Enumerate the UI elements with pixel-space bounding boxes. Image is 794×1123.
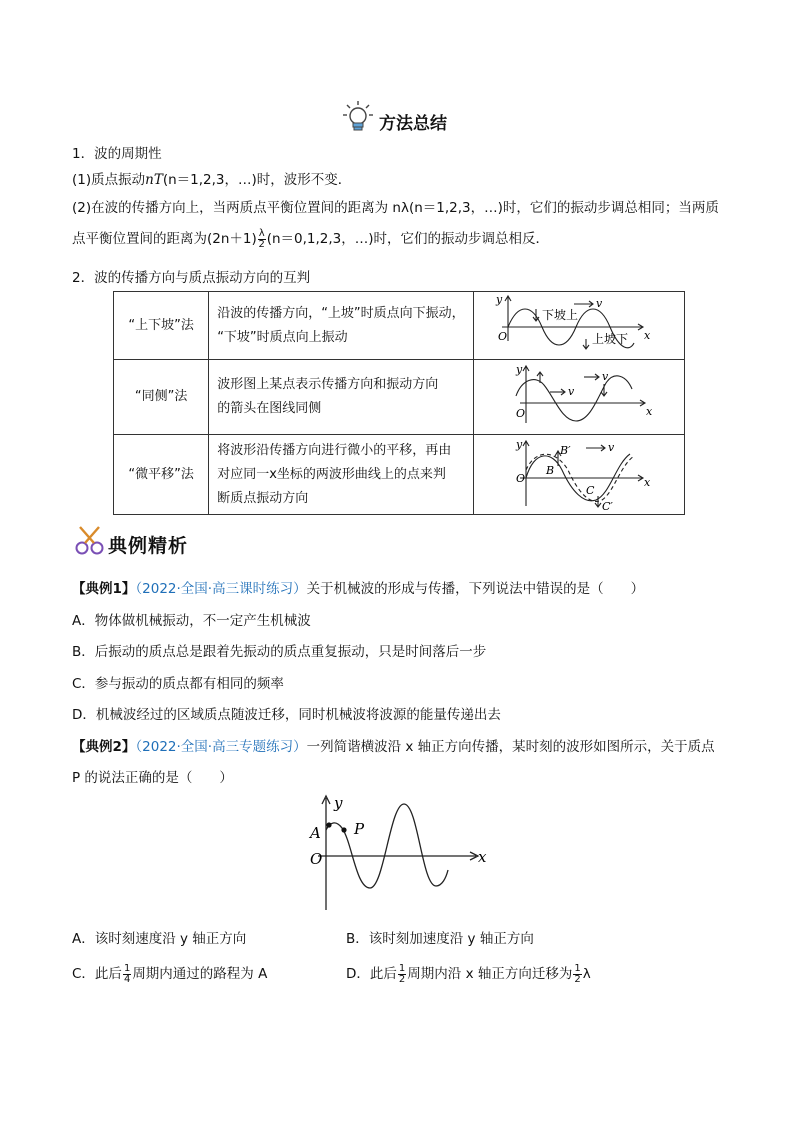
same-side-method-figure: [473, 360, 684, 435]
example1-question: 【典例1】（2022·全国·高三课时练习）关于机械波的形成与传播，下列说法中错误的是（ ）: [72, 581, 645, 597]
method-name: “上下坡”法: [114, 292, 209, 360]
point-b-prime-label: B′: [559, 443, 571, 457]
table-row: [114, 292, 685, 360]
uphill-label: 上坡下: [591, 331, 628, 346]
example2-option-a: A．该时刻速度沿 y 轴正方向: [72, 931, 247, 947]
x-axis-label: x: [643, 328, 651, 342]
origin-label: O: [497, 329, 508, 343]
direction-heading: 2．波的传播方向与质点振动方向的互判: [72, 270, 311, 286]
method-desc: 波形图上某点表示传播方向和振动方向 的箭头在图线同侧: [209, 360, 474, 435]
methods-table: [113, 291, 685, 515]
point-p-label: P: [354, 820, 365, 838]
example2-question-line1: 【典例2】（2022·全国·高三专题练习）一列简谐横波沿 x 轴正方向传播，某时刻的波形如图所示，关于质点: [72, 739, 715, 755]
example1-option-c: C．参与振动的质点都有相同的频率: [72, 676, 284, 692]
velocity-label: v: [607, 440, 615, 454]
point-c-label: C: [585, 483, 595, 497]
origin-label: O: [310, 850, 323, 868]
point-a-marker: [326, 822, 331, 827]
lightbulb-icon: [340, 99, 376, 135]
method-name: “同侧”法: [114, 360, 209, 435]
example1-option-a: A．物体做机械振动，不一定产生机械波: [72, 613, 311, 629]
scissors-icon: [73, 524, 107, 556]
method-desc: 将波形沿传播方向进行微小的平移，再由 对应同一x坐标的两波形曲线上的点来判 断质点振动方向: [209, 435, 474, 515]
method-name: “微平移”法: [114, 435, 209, 515]
examples-title: 典例精析: [108, 535, 189, 557]
point-p-marker: [341, 827, 346, 832]
velocity-label: v: [601, 369, 609, 383]
periodicity-line1: (1)质点振动nT(n＝1,2,3，…)时，波形不变．: [72, 172, 352, 188]
example2-option-b: B．该时刻加速度沿 y 轴正方向: [346, 931, 534, 947]
x-axis-label: x: [643, 475, 651, 489]
periodicity-line3: 点平衡位置间的距离为(2n＋1) $\frac{\lambda}{2}$ (n＝0,1,2,3，…)时，它们的振动步调总相反．: [72, 227, 550, 250]
y-axis-label: y: [334, 794, 343, 812]
wave-figure: [300, 792, 500, 914]
periodicity-line2: (2)在波的传播方向上，当两质点平衡位置间的距离为 nλ(n＝1,2,3，…)时，它们的振动步调总相同；当两质: [72, 200, 719, 216]
point-a-label: A: [310, 824, 321, 842]
small-shift-method-figure: [473, 435, 684, 515]
method-desc: 沿波的传播方向，“上坡”时质点向下振动， “下坡”时质点向上振动: [209, 292, 474, 360]
example2-option-c: C．此后 $\frac{1}{4}$ 周期内通过的路程为 A: [72, 962, 268, 985]
velocity-label: v: [567, 384, 575, 398]
example1-option-d: D．机械波经过的区域质点随波迁移，同时机械波将波源的能量传递出去: [72, 707, 501, 723]
downhill-label: 下坡上: [541, 307, 578, 322]
x-axis-label: x: [645, 404, 653, 418]
point-c-prime-label: C′: [601, 499, 613, 513]
example1-option-b: B．后振动的质点总是跟着先振动的质点重复振动，只是时间落后一步: [72, 644, 487, 660]
summary-title: 方法总结: [379, 114, 447, 134]
slope-method-figure: [473, 292, 684, 360]
y-axis-label: y: [515, 437, 523, 451]
y-axis-label: y: [495, 292, 503, 306]
velocity-label: v: [595, 296, 603, 310]
periodicity-heading: 1．波的周期性: [72, 146, 162, 162]
example2-question-line2: P 的说法正确的是（ ）: [72, 770, 233, 786]
table-row: [114, 435, 685, 515]
example2-option-d: D．此后 $\frac{1}{2}$ 周期内沿 x 轴正方向迁移为 $\frac{1}{2}$ λ: [346, 962, 591, 985]
origin-label: O: [515, 471, 526, 485]
x-axis-label: x: [478, 848, 487, 866]
y-axis-label: y: [515, 362, 523, 376]
point-b-label: B: [545, 463, 555, 477]
origin-label: O: [515, 406, 526, 420]
table-row: [114, 360, 685, 435]
